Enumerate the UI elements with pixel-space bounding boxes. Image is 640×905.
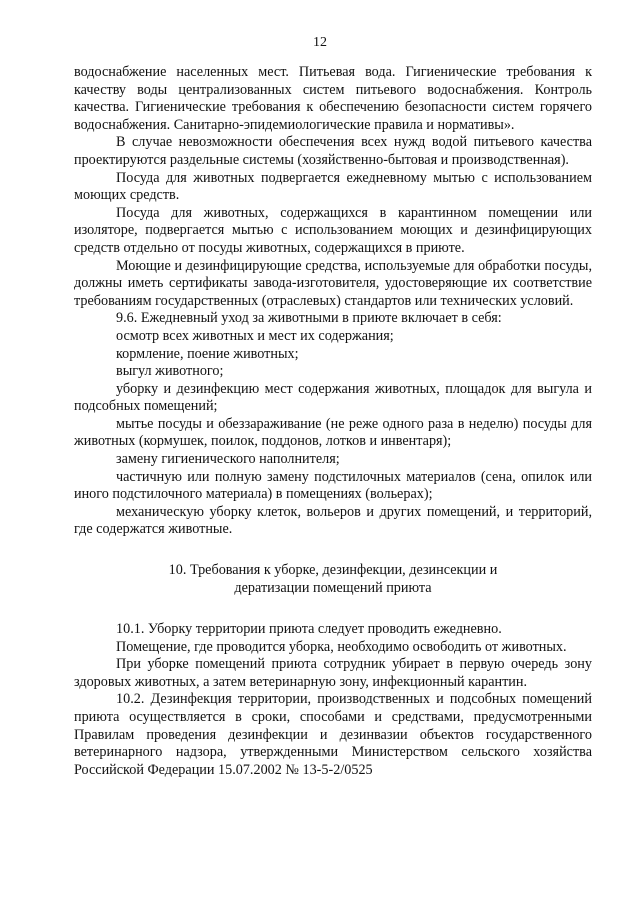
paragraph-10-2: 10.2. Дезинфекция территории, производственных и подсобных помещений приюта осуществляется в сроки, способами и средствами, предусмотренными Правилам проведения дезинфекции и дезинвазии объектов государственного ветеринарного надзора, утвержденными Министерством сельского хозяйства Российской Федерации 15.07.2002 № 13-5-2/0525 — [74, 691, 592, 778]
paragraph-10-1: 10.1. Уборку территории приюта следует проводить ежедневно. — [116, 621, 502, 638]
care-item: кормление, поение животных; — [116, 345, 299, 362]
paragraph-free-premises: Помещение, где проводится уборка, необходимо освободить от животных. — [116, 638, 567, 655]
care-item: осмотр всех животных и мест их содержания; — [116, 327, 394, 344]
paragraph-cleaning-order: При уборке помещений приюта сотрудник убирает в первую очередь зону здоровых животных, а затем ветеринарную зону, инфекционный карантин. — [74, 656, 592, 690]
care-item: частичную или полную замену подстилочных материалов (сена, опилок или иного подстилочного материала) в помещениях (вольерах); — [74, 468, 592, 503]
paragraph-quarantine-dishes: Посуда для животных, содержащихся в карантинном помещении или изоляторе, подвергается мытью с использованием моющих и дезинфицирующих средств отдельно от посуды животных, содержащихся в приюте. — [74, 204, 592, 256]
section-10-heading — [74, 561, 592, 597]
care-item: мытье посуды и обеззараживание (не реже одного раза в неделю) посуды для животных (кормушек, поилок, поддонов, лотков и инвентаря); — [74, 415, 592, 450]
section-9-6-intro: 9.6. Ежедневный уход за животными в приюте включает в себя: — [116, 310, 502, 327]
paragraph-separate-systems: В случае невозможности обеспечения всех нужд водой питьевого качества проектируются раздельные системы (хозяйственно-бытовая и производственная). — [74, 134, 592, 168]
paragraph-continuation: водоснабжение населенных мест. Питьевая вода. Гигиенические требования к качеству воды централизованных систем питьевого водоснабжения. Контроль качества. Гигиенические требования к обеспечению безопасности систем горячего водоснабжения. Санитарно-эпидемиологические правила и нормативы». — [74, 64, 592, 133]
care-item: уборку и дезинфекцию мест содержания животных, площадок для выгула и подсобных помещений; — [74, 380, 592, 415]
care-item: замену гигиенического наполнителя; — [116, 451, 340, 468]
section-10-heading-line1: 10. Требования к уборке, дезинфекции, дезинсекции и — [168, 562, 498, 579]
paragraph-detergents: Моющие и дезинфицирующие средства, используемые для обработки посуды, должны иметь сертификаты завода-изготовителя, удостоверяющие их соответствие требованиям государственных (отраслевых) стандартов или технических условий. — [74, 257, 592, 309]
page-number: 12 — [313, 35, 327, 50]
care-item: выгул животного; — [116, 363, 224, 380]
document-body — [74, 64, 592, 779]
care-item: механическую уборку клеток, вольеров и других помещений, и территорий, где содержатся животные. — [74, 503, 592, 538]
section-10-heading-line2: дератизации помещений приюта — [234, 580, 432, 597]
paragraph-dish-washing: Посуда для животных подвергается ежедневному мытью с использованием моющих средств. — [74, 169, 592, 204]
